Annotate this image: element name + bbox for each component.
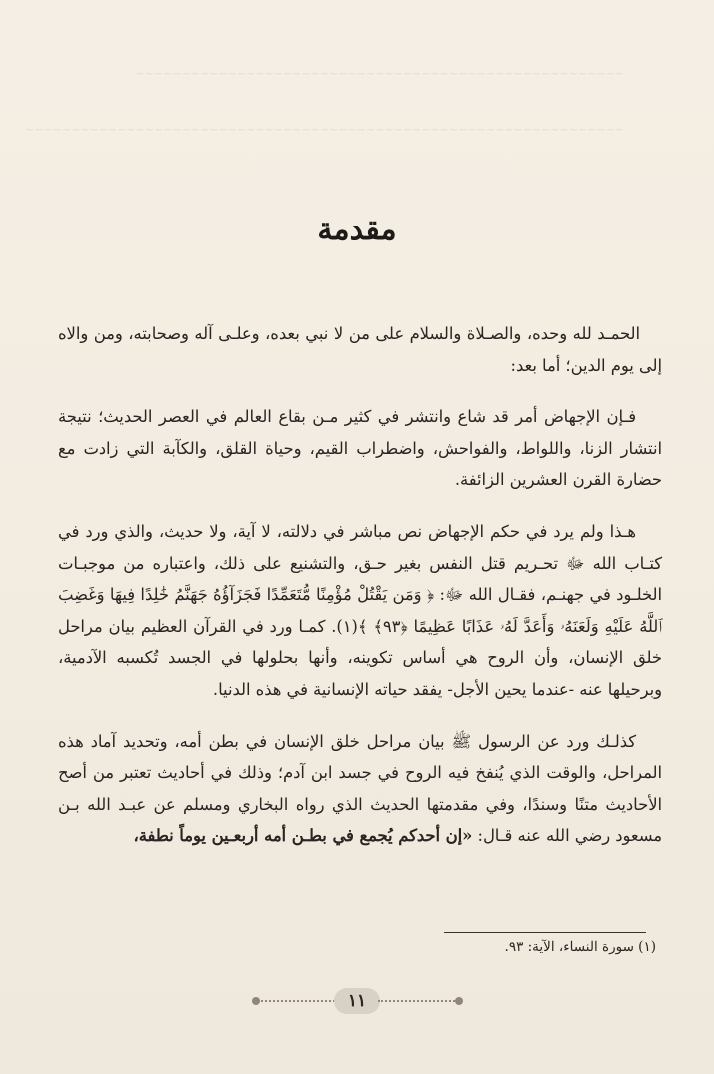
paragraph: فـإن الإجهاض أمر قد شاع وانتشر في كثير مـن بقاع العالم في العصر الحديث؛ نتيجة انتشار الزنا، واللواط، والفواحش، واضطراب القيم، وحياة القلق، والكآبة التي زادت مع حضارة القرن العشرين الزائفة. <box>58 407 662 490</box>
paragraph <box>58 726 662 852</box>
paragraph-text: كذلـك ورد عن الرسول ﷺ بيان مراحل خلق الإنسان في بطن أمه، وتحديد آماد هذه المراحل، والوقت الذي يُنفخ فيه الروح في جسد ابن آدم؛ وذلك في أحاديث تعتبر من أصح الأحاديث متنًا وسندًا، وفي مقدمتها الحديث الذي رواه البخاري ومسلم عن عبـد الله بـن مسعود رضي الله عنه قـال: <box>58 731 662 846</box>
ornament-dotted-line <box>378 1000 458 1002</box>
page-number: ١١ <box>334 988 380 1014</box>
footnote: (١) سورة النساء، الآية: ٩٣. <box>504 939 656 955</box>
bleed-through-text: ~~~~~~~~~~~~~~~~~~~~~~~~~~~~~~~~~~~~~~~~~~~~~~~~~~~~~~~~~~~~~~~~~ <box>24 123 624 136</box>
ornament-dot <box>455 997 463 1005</box>
page-title: مقدمة <box>317 212 397 247</box>
ornament-dotted-line <box>258 1000 338 1002</box>
paragraph: هـذا ولم يرد في حكم الإجهاض نص مباشر في دلالته، لا آية، ولا حديث، والذي ورد في كتـاب الله ﷻ تحـريم قتل النفس بغير حـق، والتشنيع على ذلك، واعتباره من موجبـات الخلـود في جهنـم، فقـال الله ﷻ: ﴿ وَمَن يَقْتُلْ مُؤْمِنًا مُّتَعَمِّدًا فَجَزَآؤُهُ جَهَنَّمُ خَٰلِدًا فِيهَا وَغَضِبَ ٱللَّهُ عَلَيْهِ وَلَعَنَهُۥ وَأَعَدَّ لَهُۥ عَذَابًا عَظِيمًا ﴿٩٣﴾ ﴾(١). كمـا ورد في القرآن العظيم بيان مراحل خلق الإنسان، وأن الروح هي أساس تكوينه، وأنها بحلولها في الجسد تُكسبه الآدمية، وبرحيلها عنه -عندما يحين الأجل- يفقد حياته الإنسانية في هذه الدنيا. <box>58 521 662 699</box>
bleed-through-text: ~~~~~~~~~~~~~~~~~~~~~~~~~~~~~~~~~~~~~~~~~~~~~~~~~~~~~ <box>135 67 624 80</box>
page-number-ornament <box>0 988 714 1014</box>
hadith-quote: «إن أحدكم يُجمع في بطـن أمه أربعـين يوماً نطفة، <box>133 826 473 846</box>
paragraph: الحمـد لله وحده، والصـلاة والسلام على من لا نبي بعده، وعلـى آله وصحابته، ومن والاه إلى يوم الدين؛ أما بعد: <box>58 324 662 375</box>
footnote-divider <box>444 932 646 933</box>
body-text <box>58 318 662 872</box>
